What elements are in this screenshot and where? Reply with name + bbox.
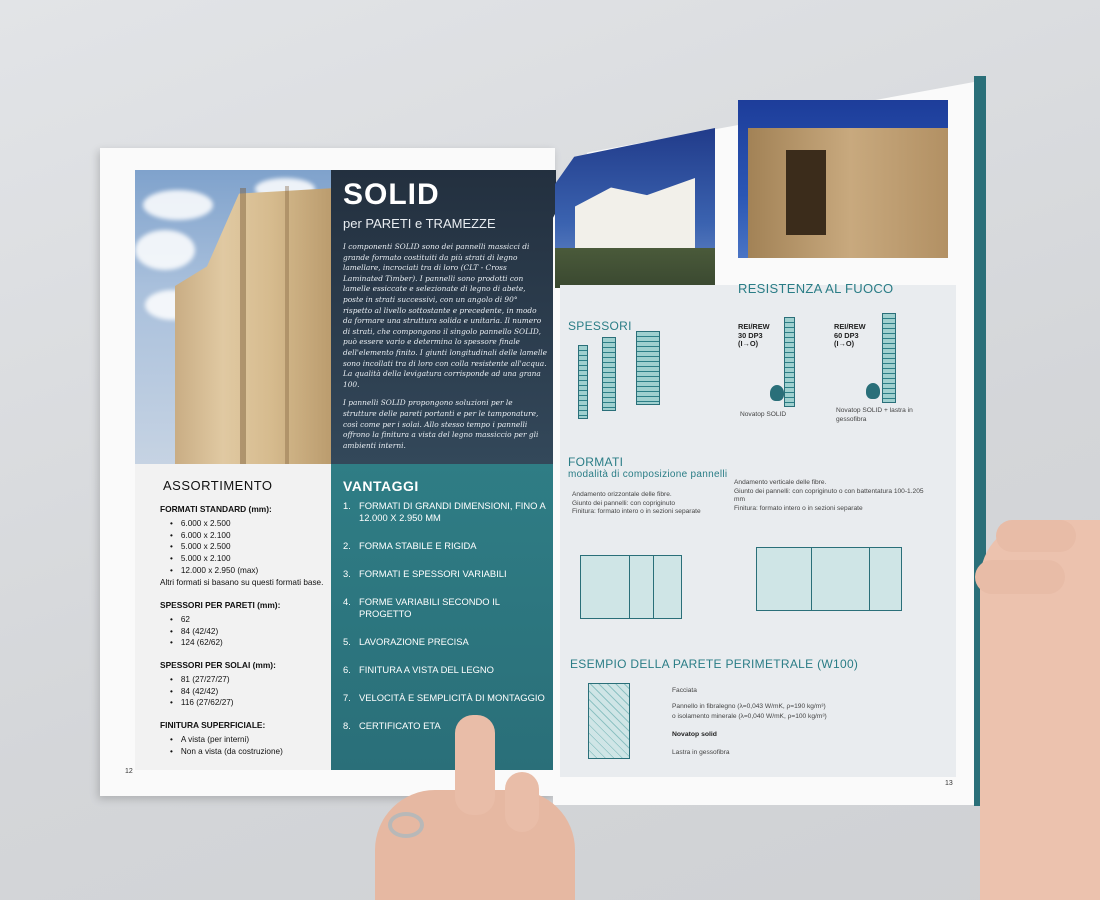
finitura-title: FINITURA SUPERFICIALE: — [160, 720, 266, 730]
list-item: • 6.000 x 2.100 — [170, 530, 323, 542]
ring — [388, 812, 424, 838]
horizontal-panel-plan — [580, 555, 682, 619]
solai-title: SPESSORI PER SOLAI (mm): — [160, 660, 276, 670]
finger — [996, 520, 1076, 552]
panel-diagram — [784, 317, 795, 407]
parete-label: Pannello in fibralegno (λ=0,043 W/mK, ρ=190 kg/m³) — [672, 703, 826, 710]
house-construction-photo — [555, 128, 715, 288]
formati-left-notes: Andamento orizzontale delle fibre. Giunto dei pannelli: con copriginuto Finitura: formato intero o in sezioni separate — [572, 491, 701, 515]
assortimento-panel — [135, 464, 331, 770]
product-subtitle: per PARETI e TRAMEZZE — [343, 216, 496, 231]
list-item: • 81 (27/27/27) — [170, 674, 276, 686]
list-item: • 84 (42/42) — [170, 626, 280, 638]
list-item: 3. FORMATI E SPESSORI VARIABILI — [343, 568, 507, 579]
list-item: 8. CERTIFICATO ETA — [343, 720, 441, 731]
wall-section-diagram — [588, 683, 630, 759]
formati-subtitle: modalità di composizione pannelli — [568, 469, 728, 480]
list-item: • 116 (27/62/27) — [170, 697, 276, 709]
formati-right-notes: Andamento verticale delle fibre. Giunto dei pannelli: con copriginuto o con battentatura 100-1.205 mm Finitura: formato intero o in sezioni separate — [734, 479, 924, 512]
list-item: 2. FORMA STABILE E RIGIDA — [343, 540, 477, 551]
timber-building-photo — [738, 100, 948, 258]
product-description — [343, 242, 548, 459]
finitura-block — [160, 720, 283, 757]
index-finger — [455, 715, 495, 815]
list-item: • 6.000 x 2.500 — [170, 518, 323, 530]
panel-diagram — [578, 345, 588, 419]
formati-title: FORMATI STANDARD (mm): — [160, 504, 272, 514]
panel-diagram — [602, 337, 616, 411]
panel-diagram — [882, 313, 896, 403]
list-item: • 124 (62/62) — [170, 637, 280, 649]
vantaggi-panel — [331, 464, 559, 770]
list-item: • A vista (per interni) — [170, 734, 283, 746]
product-title: SOLID — [343, 178, 440, 211]
formati-title: FORMATI — [568, 455, 624, 469]
pareti-block — [160, 600, 280, 649]
flame-icon — [866, 383, 880, 399]
fire-title: RESISTENZA AL FUOCO — [738, 281, 894, 296]
list-item: • 84 (42/42) — [170, 686, 276, 698]
list-item: 6. FINITURA A VISTA DEL LEGNO — [343, 664, 494, 675]
fire-caption-1: Novatop SOLID — [740, 411, 787, 418]
parete-label: Novatop solid — [672, 731, 717, 738]
vantaggi-title: VANTAGGI — [343, 478, 419, 494]
description-paragraph: I pannelli SOLID propongono soluzioni per le strutture delle pareti portanti e per le tamponature, così come per i solai. Allo stesso tempo i pannelli offrono la finitura a vista del legno massiccio per gli ambienti interni. — [343, 398, 539, 450]
description-paragraph: I componenti SOLID sono dei pannelli massicci di grande formato costituiti da più strati di legno lamellare, incrociati tra di loro (CLT - Cross Laminated Timber). I pannelli sono prodotti con lamelle essiccate e selezionate di legno di abete, poste in strati successivi, con un angolo di 90° rispetto al livello sottostante e precedente, in modo da formare una struttura solida e unitaria. Il numero di strati, che compongono il singolo pannello SOLID, può essere vario e determina lo spessore finale dell'elemento finito. I giunti longitudinali delle lamelle sono incollati tra di loro con colla resistente all'acqua. La qualità della levigatura corrisponde ad una grana 100. — [343, 242, 548, 389]
pareti-title: SPESSORI PER PARETI (mm): — [160, 600, 281, 610]
panel-diagram — [636, 331, 660, 405]
assortimento-title: ASSORTIMENTO — [163, 478, 273, 493]
page-number: 12 — [125, 768, 133, 775]
clt-building-photo — [135, 170, 331, 464]
list-item: 7. VELOCITÀ E SEMPLICITÀ DI MONTAGGIO — [343, 692, 545, 703]
parete-label: Facciata — [672, 687, 697, 694]
spessori-title: SPESSORI — [568, 319, 632, 333]
list-item: 1. FORMATI DI GRANDI DIMENSIONI, FINO A 12.000 X 2.950 MM — [343, 500, 546, 523]
formati-block — [160, 504, 323, 589]
rei-60-label: REI/REW 60 DP3 (I→O) — [834, 322, 866, 348]
rei-30-label: REI/REW 30 DP3 (I→O) — [738, 322, 770, 348]
parete-label: o isolamento minerale (λ=0,040 W/mK, ρ=100 kg/m³) — [672, 713, 827, 720]
list-item: • Non a vista (da costruzione) — [170, 746, 283, 758]
page-number: 13 — [945, 780, 953, 787]
vertical-panel-plan — [756, 547, 902, 611]
list-item: 5. LAVORAZIONE PRECISA — [343, 636, 469, 647]
list-item: 4. FORME VARIABILI SECONDO IL PROGETTO — [343, 596, 500, 619]
list-item: • 5.000 x 2.500 — [170, 541, 323, 553]
technical-panel — [560, 281, 956, 777]
fire-caption-2: Novatop SOLID + lastra in gessofibra — [836, 407, 913, 423]
formati-note: Altri formati si basano su questi formati base. — [160, 577, 324, 587]
finger — [975, 560, 1065, 594]
solid-intro-panel — [331, 170, 556, 464]
parete-title: ESEMPIO DELLA PARETE PERIMETRALE (W100) — [570, 657, 859, 671]
list-item: • 12.000 x 2.950 (max) — [170, 565, 323, 577]
parete-label: Lastra in gessofibra — [672, 749, 730, 756]
solai-block — [160, 660, 276, 709]
vantaggi-list — [343, 500, 553, 748]
list-item: • 62 — [170, 614, 280, 626]
brochure-left-page — [100, 148, 555, 796]
list-item: • 5.000 x 2.100 — [170, 553, 323, 565]
flame-icon — [770, 385, 784, 401]
finger — [505, 772, 539, 832]
